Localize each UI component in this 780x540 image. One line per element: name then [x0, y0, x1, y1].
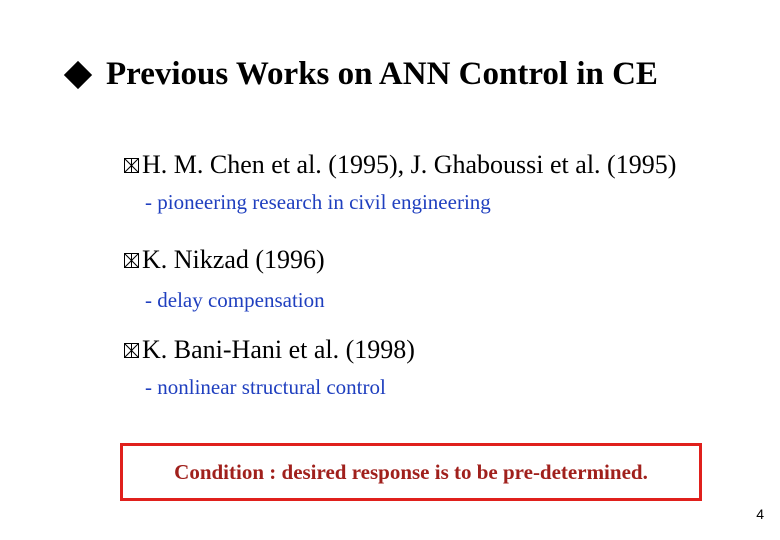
boxed-asterisk-icon — [124, 158, 139, 173]
condition-text: Condition : desired response is to be pre-determined. — [174, 459, 648, 484]
page-number: 4 — [756, 506, 764, 522]
condition-box — [120, 443, 702, 501]
list-item-subtext: - nonlinear structural control — [145, 375, 386, 399]
list-item — [124, 335, 415, 365]
list-item-subtext: - pioneering research in civil engineering — [145, 190, 491, 214]
list-item-text: K. Nikzad (1996) — [142, 245, 325, 274]
slide-title-text: Previous Works on ANN Control in CE — [106, 56, 658, 92]
slide-title — [68, 56, 658, 93]
list-item-text: K. Bani-Hani et al. (1998) — [142, 335, 415, 364]
list-item — [124, 245, 325, 275]
list-item — [124, 150, 676, 180]
list-item-subtext: - delay compensation — [145, 288, 325, 312]
diamond-bullet-icon — [64, 60, 92, 88]
boxed-asterisk-icon — [124, 253, 139, 268]
list-item-text: H. M. Chen et al. (1995), J. Ghaboussi et al. (1995) — [142, 150, 677, 179]
boxed-asterisk-icon — [124, 343, 139, 358]
